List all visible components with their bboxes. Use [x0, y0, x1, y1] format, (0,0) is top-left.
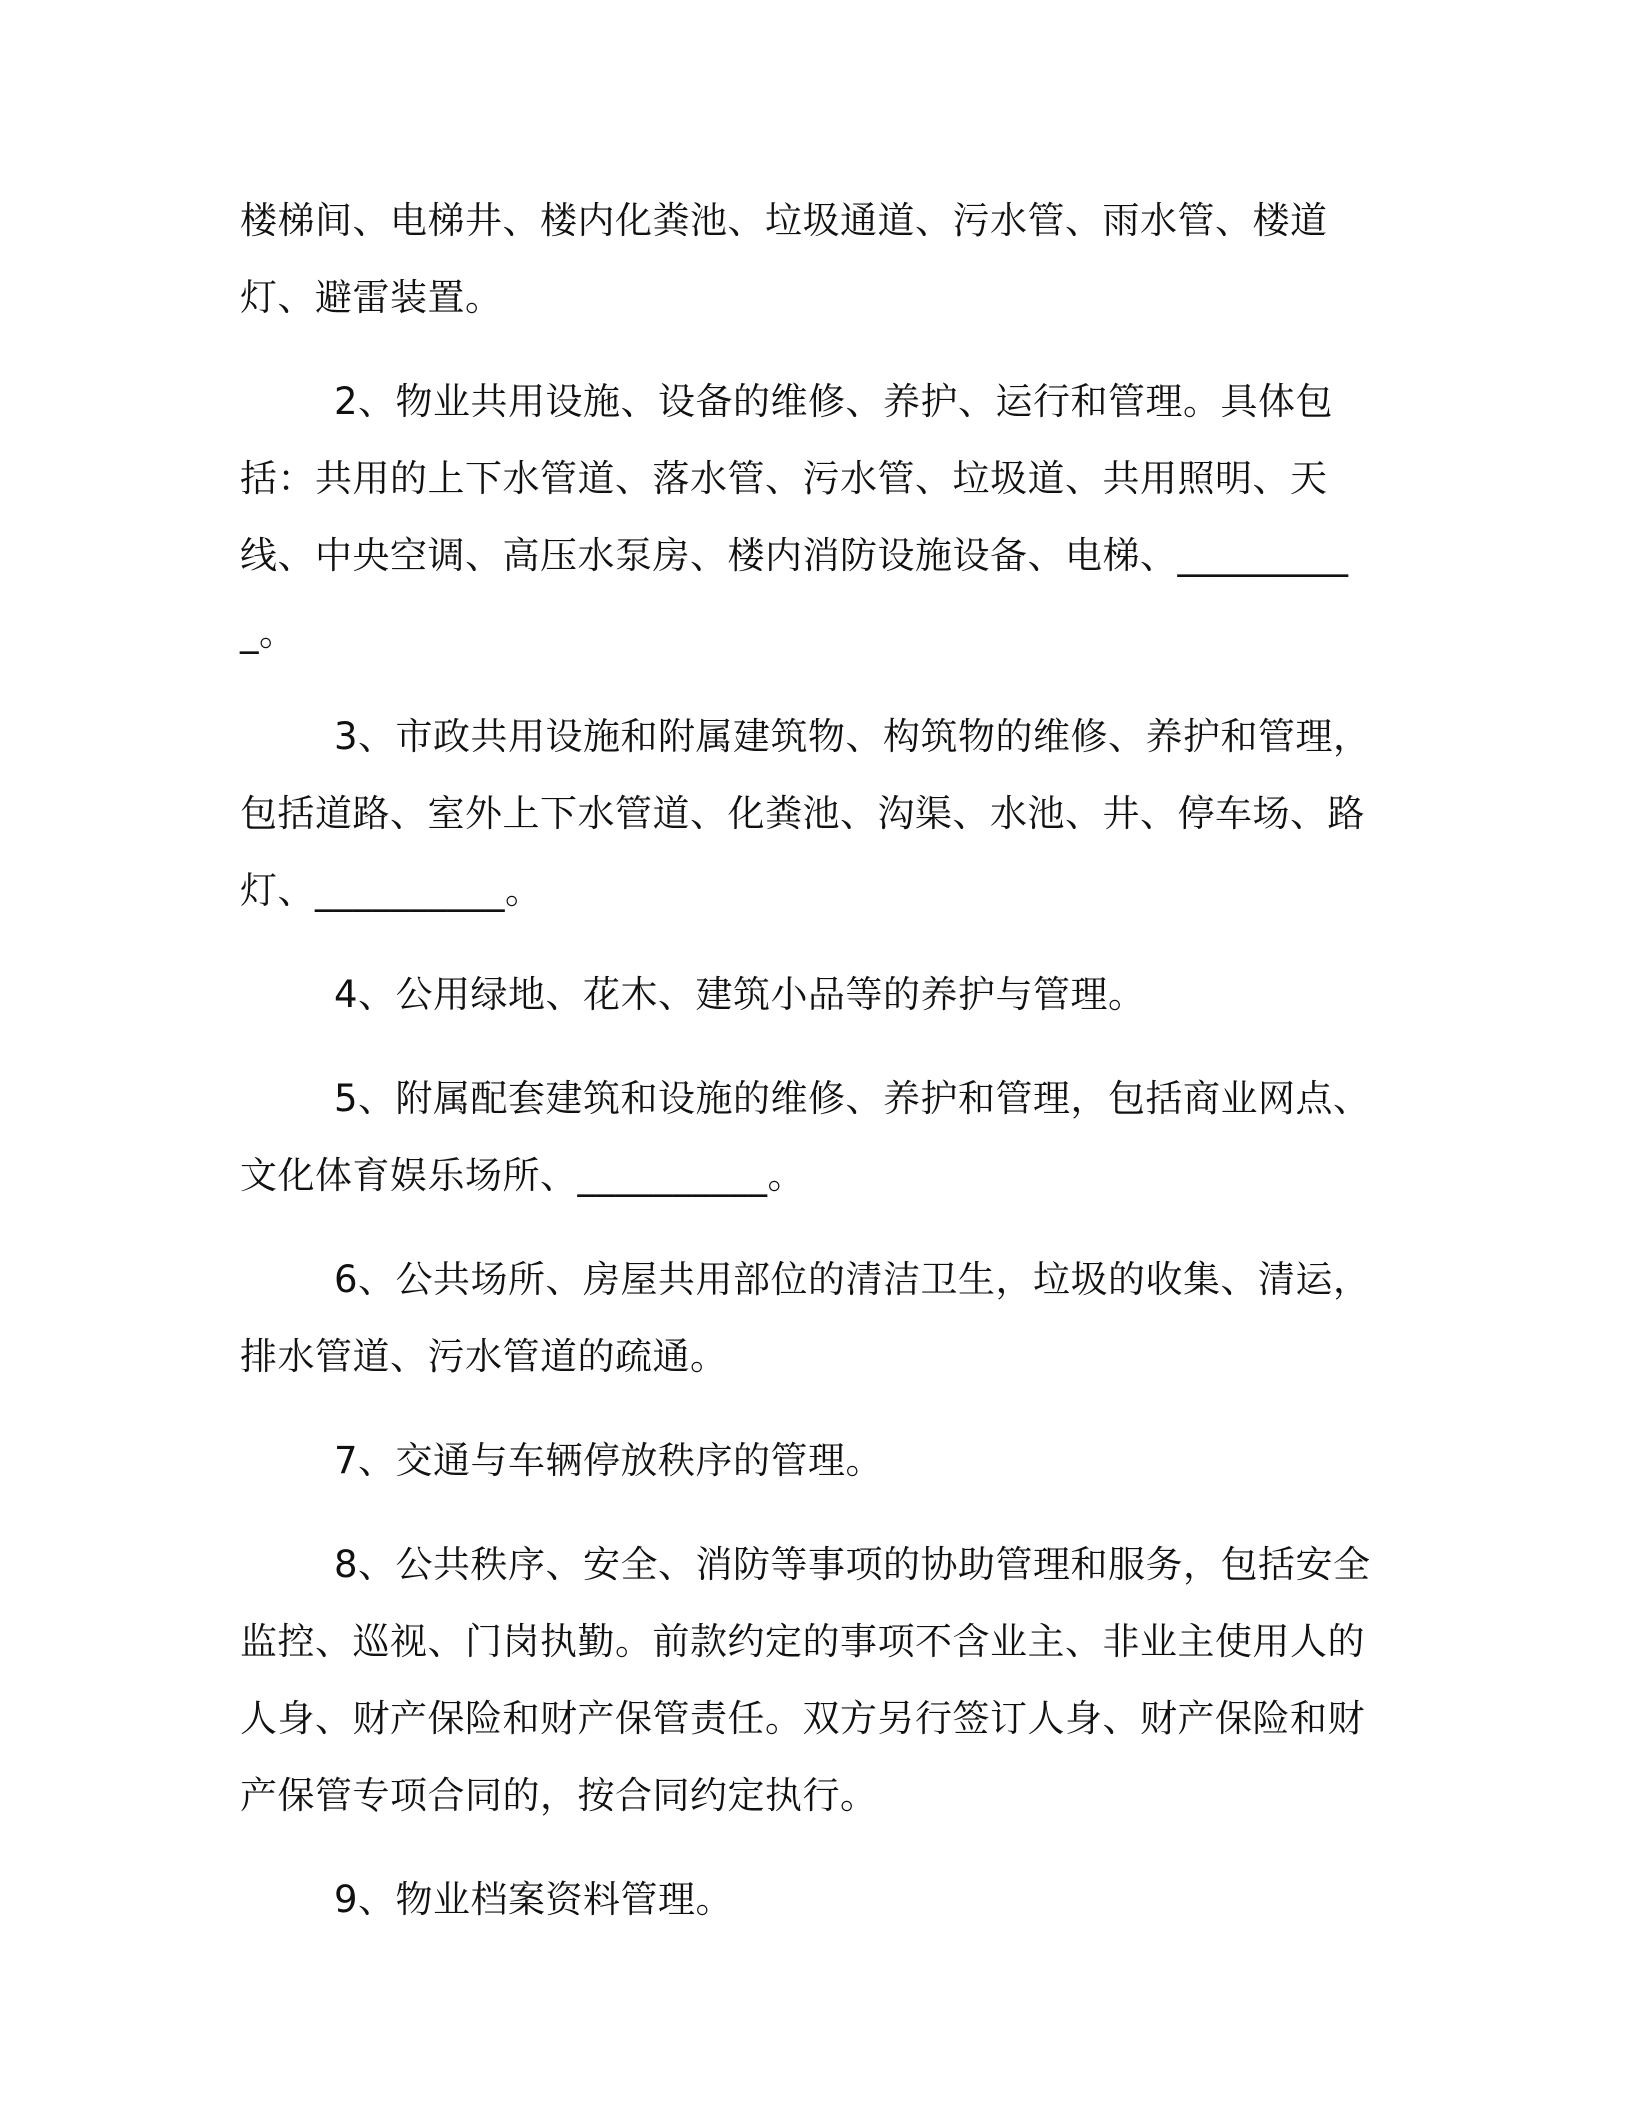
paragraph-item-6: 6、公共场所、房屋共用部位的清洁卫生，垃圾的收集、清运，排水管道、污水管道的疏通。 [240, 1258, 1371, 1378]
paragraph-item-2: 2、物业共用设施、设备的维修、养护、运行和管理。具体包括：共用的上下水管道、落水管、污水管、垃圾道、共用照明、天线、中央空调、高压水泵房、楼内消防设施设备、电梯、__________。 [240, 380, 1349, 654]
document-body [240, 182, 1390, 1965]
paragraph-item-5: 5、附属配套建筑和设施的维修、养护和管理，包括商业网点、文化体育娱乐场所、__________。 [240, 1077, 1371, 1197]
paragraph-continuation: 楼梯间、电梯井、楼内化粪池、垃圾通道、污水管、雨水管、楼道灯、避雷装置。 [240, 199, 1328, 319]
paragraph-item-9: 9、物业档案资料管理。 [334, 1878, 734, 1921]
paragraph-item-4: 4、公用绿地、花木、建筑小品等的养护与管理。 [334, 973, 1146, 1016]
paragraph-item-8: 8、公共秩序、安全、消防等事项的协助管理和服务，包括安全监控、巡视、门岗执勤。前款约定的事项不含业主、非业主使用人的人身、财产保险和财产保管责任。双方另行签订人身、财产保险和财产保管专项合同的，按合同约定执行。 [240, 1543, 1371, 1817]
paragraph-item-7: 7、交通与车辆停放秩序的管理。 [334, 1439, 884, 1482]
paragraph-item-3: 3、市政共用设施和附属建筑物、构筑物的维修、养护和管理，包括道路、室外上下水管道、化粪池、沟渠、水池、井、停车场、路灯、__________。 [240, 715, 1371, 912]
